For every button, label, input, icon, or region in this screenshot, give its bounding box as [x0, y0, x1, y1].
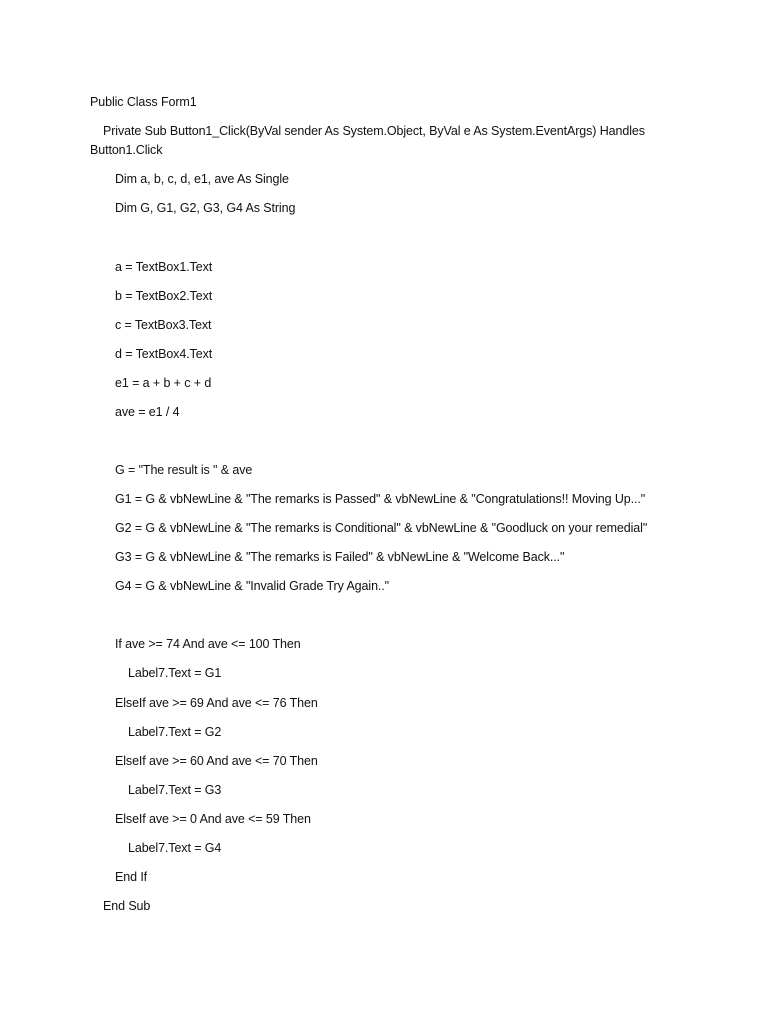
- code-line: b = TextBox2.Text: [115, 289, 213, 303]
- code-line: G1 = G & vbNewLine & "The remarks is Passed" & vbNewLine & "Congratulations!! Moving Up...": [115, 492, 646, 506]
- code-line: ElseIf ave >= 0 And ave <= 59 Then: [115, 812, 311, 826]
- code-line: Label7.Text = G3: [128, 783, 222, 797]
- code-line: If ave >= 74 And ave <= 100 Then: [115, 637, 301, 651]
- code-line: Dim a, b, c, d, e1, ave As Single: [115, 172, 289, 186]
- code-line: Dim G, G1, G2, G3, G4 As String: [115, 201, 296, 215]
- code-line: e1 = a + b + c + d: [115, 376, 212, 390]
- code-line: ave = e1 / 4: [115, 405, 180, 419]
- code-line: c = TextBox3.Text: [115, 318, 212, 332]
- code-line: ElseIf ave >= 69 And ave <= 76 Then: [115, 696, 318, 710]
- code-line: a = TextBox1.Text: [115, 260, 213, 274]
- code-line: G = "The result is " & ave: [115, 463, 253, 477]
- code-line: G3 = G & vbNewLine & "The remarks is Failed" & vbNewLine & "Welcome Back...": [115, 550, 565, 564]
- code-line: Label7.Text = G4: [128, 841, 222, 855]
- code-line: Label7.Text = G1: [128, 666, 222, 680]
- code-line: d = TextBox4.Text: [115, 347, 213, 361]
- code-line: Button1.Click: [90, 143, 163, 157]
- code-line: G2 = G & vbNewLine & "The remarks is Conditional" & vbNewLine & "Goodluck on your remedial": [115, 521, 648, 535]
- code-line: ElseIf ave >= 60 And ave <= 70 Then: [115, 754, 318, 768]
- code-line: Label7.Text = G2: [128, 725, 222, 739]
- code-line: G4 = G & vbNewLine & "Invalid Grade Try Again..": [115, 579, 390, 593]
- code-line: End If: [115, 870, 148, 884]
- code-line: Private Sub Button1_Click(ByVal sender As System.Object, ByVal e As System.EventArgs) Handles: [103, 124, 645, 138]
- code-line: End Sub: [103, 899, 151, 913]
- code-line: Public Class Form1: [90, 95, 197, 109]
